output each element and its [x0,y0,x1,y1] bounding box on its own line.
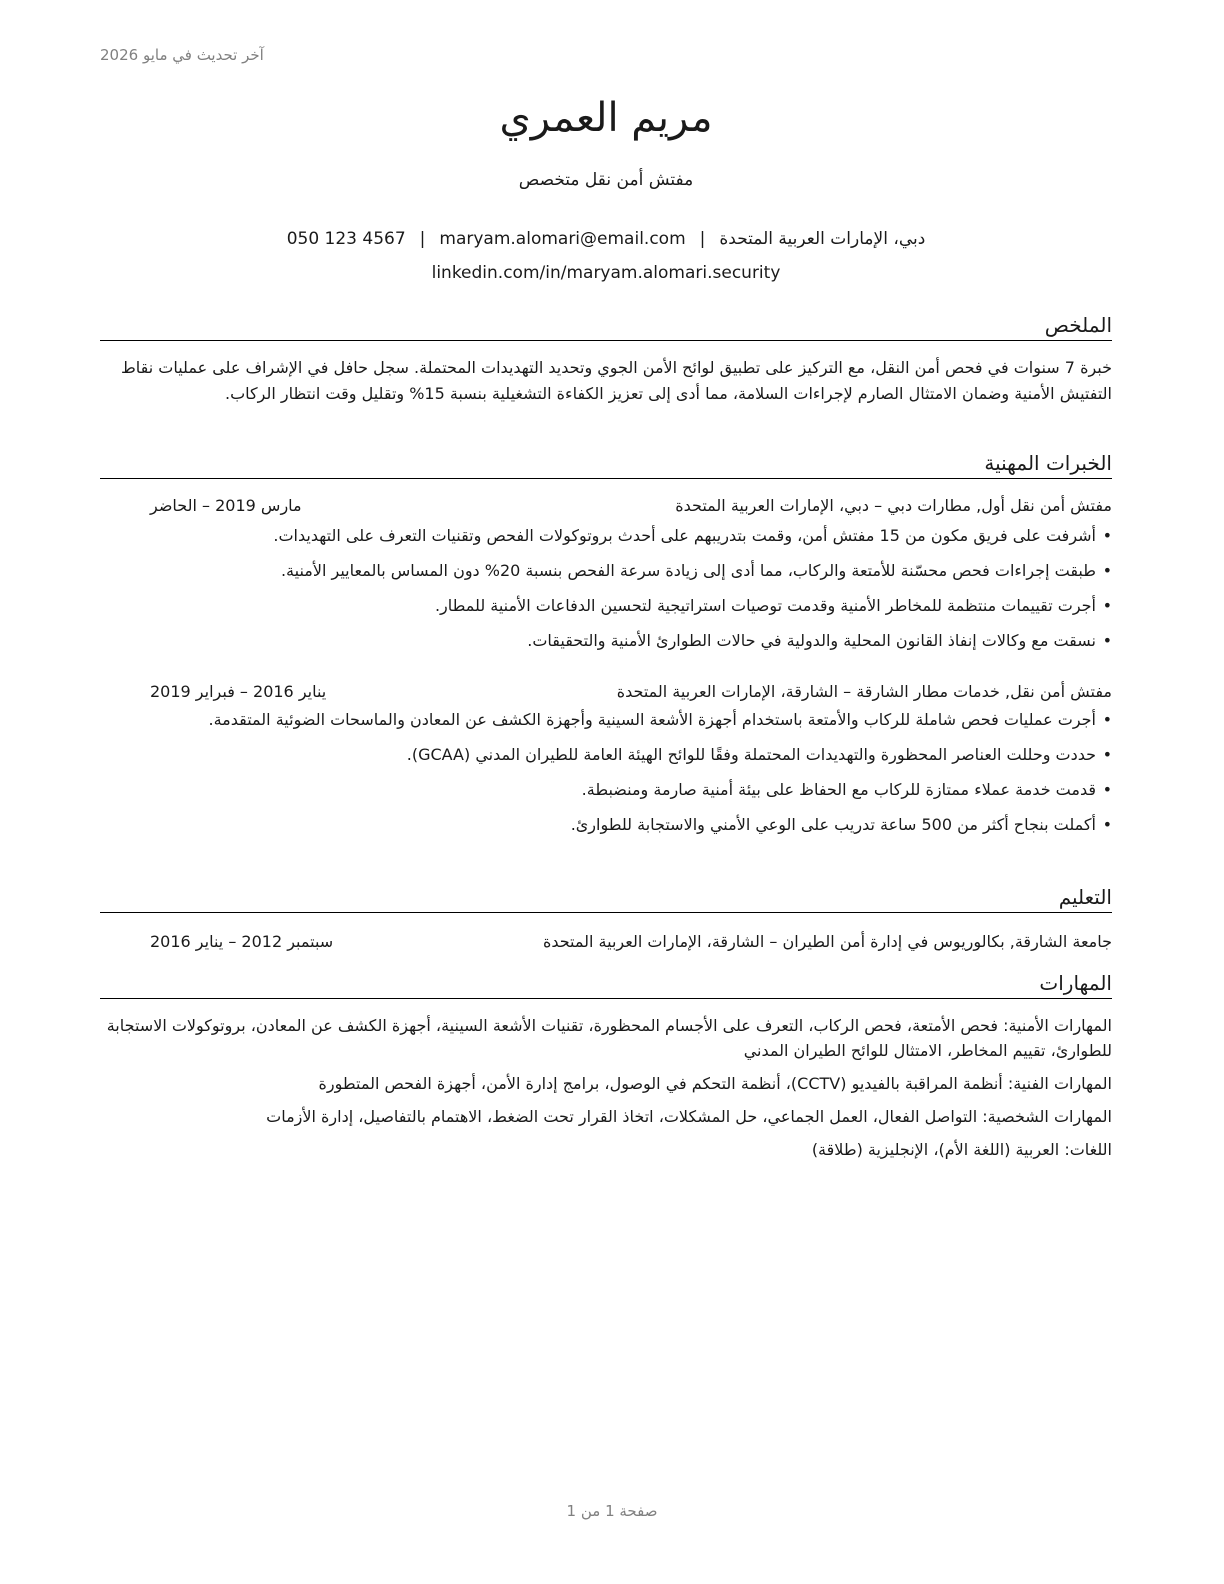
skill-line: المهارات الأمنية: فحص الأمتعة، فحص الركاب، التعرف على الأجسام المحظورة، تقنيات الأشعة السينية، أجهزة الكشف عن المعادن، بروتوكولات الاستجابة للطوارئ، تقييم المخاطر، الامتثال للوائح الطيران المدني [106,1016,1112,1060]
skill-line: المهارات الشخصية: التواصل الفعال، العمل الجماعي، حل المشكلات، اتخاذ القرار تحت الضغط، الاهتمام بالتفاصيل، إدارة الأزمات [266,1107,1112,1126]
section-title-education: التعليم [100,884,1112,913]
summary-text: خبرة 7 سنوات في فحص أمن النقل، مع التركيز على تطبيق لوائح الأمن الجوي وتحديد التهديدات المحتملة. سجل حافل في الإشراف على عمليات نقاط التفتيش الأمنية وضمان الامتثال الصارم لإجراءات السلامة، مما أدى إلى تعزيز الكفاءة التشغيلية بنسبة 15% وتقليل وقت انتظار الركاب. [120,358,1112,403]
job-dates: يناير 2016 – فبراير 2019 [150,682,327,701]
job-role: مفتش أمن نقل أول, مطارات دبي – دبي، الإمارات العربية المتحدة [675,496,1112,515]
contact-linkedin[interactable]: linkedin.com/in/maryam.alomari.security [431,263,781,283]
job-bullet: • قدمت خدمة عملاء ممتازة للركاب مع الحفاظ على بيئة أمنية صارمة ومنضبطة. [100,777,1112,802]
section-title-skills: المهارات [100,970,1112,999]
summary-section [100,312,1112,407]
education-dates: سبتمبر 2012 – يناير 2016 [150,932,334,951]
job-bullet: • أشرفت على فريق مكون من 15 مفتش أمن، وقمت بتدريبهم على أحدث بروتوكولات الفحص وتقنيات التعرف على التهديدات. [100,523,1112,548]
contact-email[interactable]: maryam.alomari@email.com [439,229,686,249]
job-header [100,679,1112,705]
education-entry [100,929,1112,955]
skill-line: المهارات الفنية: أنظمة المراقبة بالفيديو (CCTV)، أنظمة التحكم في الوصول، برامج إدارة الأمن، أجهزة الفحص المتطورة [318,1074,1112,1093]
job-title: مفتش أمن نقل متخصص [518,170,694,190]
candidate-name: مريم العمري [499,95,713,141]
contact-info [100,222,1112,290]
job-entry [100,493,1112,653]
education-section [100,884,1112,955]
skills-section [100,970,1112,1170]
section-title-experience: الخبرات المهنية [100,450,1112,479]
job-bullet: • أجرت تقييمات منتظمة للمخاطر الأمنية وقدمت توصيات استراتيجية لتحسين الدفاعات الأمنية للمطار. [100,593,1112,618]
contact-separator: | [699,229,706,249]
experience-section [100,450,1112,847]
job-entry [100,679,1112,837]
education-degree: جامعة الشارقة, بكالوريوس في إدارة أمن الطيران – الشارقة، الإمارات العربية المتحدة [542,932,1112,951]
contact-phone[interactable]: 050 123 4567 [286,229,406,249]
contact-line-1 [100,222,1112,256]
job-role: مفتش أمن نقل, خدمات مطار الشارقة – الشارقة، الإمارات العربية المتحدة [616,682,1112,701]
contact-line-2 [100,256,1112,290]
skill-line: اللغات: العربية (اللغة الأم)، الإنجليزية (طلاقة) [811,1140,1112,1159]
job-bullet: • أكملت بنجاح أكثر من 500 ساعة تدريب على الوعي الأمني والاستجابة للطوارئ. [100,812,1112,837]
job-bullets [100,707,1112,837]
last-updated-note: آخر تحديث في مايو 2026 [100,46,264,64]
job-header [100,493,1112,519]
job-bullets [100,523,1112,653]
skills-list [100,1013,1112,1162]
contact-location: دبي، الإمارات العربية المتحدة [719,229,926,249]
section-title-summary: الملخص [100,312,1112,341]
contact-separator: | [419,229,426,249]
job-dates: مارس 2019 – الحاضر [150,496,302,515]
job-bullet: • حددت وحللت العناصر المحظورة والتهديدات المحتملة وفقًا للوائح الهيئة العامة للطيران المدني (GCAA). [100,742,1112,767]
job-bullet: • طبقت إجراءات فحص محسّنة للأمتعة والركاب، مما أدى إلى زيادة سرعة الفحص بنسبة 20% دون المساس بالمعايير الأمنية. [100,558,1112,583]
job-bullet: • نسقت مع وكالات إنفاذ القانون المحلية والدولية في حالات الطوارئ الأمنية والتحقيقات. [100,628,1112,653]
job-bullet: • أجرت عمليات فحص شاملة للركاب والأمتعة باستخدام أجهزة الأشعة السينية وأجهزة الكشف عن المعادن والماسحات الضوئية المتقدمة. [100,707,1112,732]
page-number: صفحة 1 من 1 [566,1502,658,1520]
